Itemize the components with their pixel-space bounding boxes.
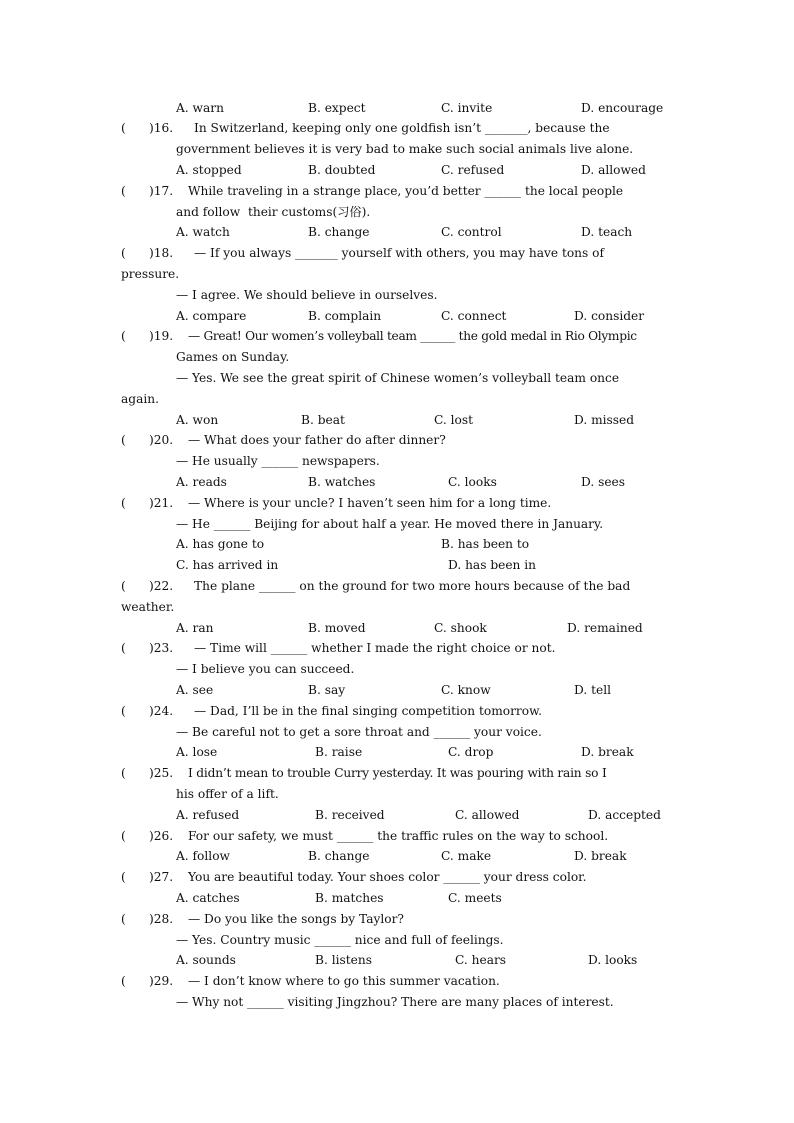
question-text: weather. [121, 600, 175, 614]
question-text: again. [121, 392, 159, 406]
question-text: — He usually ______ newspapers. [176, 454, 380, 468]
question-number: ( )25. [121, 766, 174, 780]
option-d: D. allowed [581, 163, 646, 177]
question-number: ( )22. [121, 579, 174, 593]
option-d: D. tell [574, 683, 611, 697]
option-c: C. make [441, 849, 492, 863]
option-a: A. watch [176, 225, 230, 239]
option-c: C. lost [434, 413, 474, 427]
option-c: C. connect [441, 309, 507, 323]
option-a: A. has gone to [176, 537, 265, 551]
option-a: A. lose [176, 745, 218, 759]
question-text: For our safety, we must ______ the traffic rules on the way to school. [188, 829, 609, 843]
question-text: — I agree. We should believe in ourselves. [176, 288, 438, 302]
question-text: In Switzerland, keeping only one goldfish isn’t _______, because the [194, 121, 610, 135]
question-number: ( )29. [121, 974, 174, 988]
option-d: D. missed [574, 413, 635, 427]
question-text: — Yes. We see the great spirit of Chinese women’s volleyball team once [176, 371, 620, 385]
option-b: B. expect [308, 101, 366, 115]
option-a: A. stopped [176, 163, 242, 177]
question-number: ( )27. [121, 870, 174, 884]
option-c: C. refused [441, 163, 505, 177]
option-a: A. won [176, 413, 219, 427]
option-b: B. beat [301, 413, 345, 427]
option-c: C. hears [455, 953, 507, 967]
question-text: — Why not ______ visiting Jingzhou? There are many places of interest. [176, 995, 614, 1009]
option-d: D. teach [581, 225, 633, 239]
question-number: ( )21. [121, 496, 174, 510]
question-number: ( )16. [121, 121, 174, 135]
option-c: C. allowed [455, 808, 520, 822]
option-b: B. moved [308, 621, 366, 635]
option-b: B. complain [308, 309, 382, 323]
question-text: and follow their customs(习俗). [176, 205, 371, 219]
option-b: B. doubted [308, 163, 376, 177]
option-b: B. listens [315, 953, 372, 967]
question-text: — Be careful not to get a sore throat and ______ your voice. [176, 725, 542, 739]
question-text: Games on Sunday. [176, 350, 290, 364]
question-number: ( )24. [121, 704, 174, 718]
question-number: ( )18. [121, 246, 174, 260]
question-text: While traveling in a strange place, you’d better ______ the local people [188, 184, 624, 198]
question-text: I didn’t mean to trouble Curry yesterday. It was pouring with rain so I [188, 766, 607, 780]
question-text: You are beautiful today. Your shoes color ______ your dress color. [188, 870, 587, 884]
option-a: A. reads [176, 475, 227, 489]
option-d: D. accepted [588, 808, 661, 822]
option-c: C. looks [448, 475, 497, 489]
question-text: — Great! Our women’s volleyball team ______ the gold medal in Rio Olympic [188, 329, 637, 343]
option-c: C. invite [441, 101, 493, 115]
question-number: ( )17. [121, 184, 174, 198]
option-a: A. catches [176, 891, 240, 905]
option-d: D. looks [588, 953, 638, 967]
question-text: pressure. [121, 267, 180, 281]
question-text: — He ______ Beijing for about half a year. He moved there in January. [176, 517, 604, 531]
option-b: B. say [308, 683, 346, 697]
option-c: C. control [441, 225, 502, 239]
option-b: B. received [315, 808, 385, 822]
question-number: ( )19. [121, 329, 174, 343]
option-c: C. shook [434, 621, 487, 635]
question-number: ( )28. [121, 912, 174, 926]
question-text: government believes it is very bad to make such social animals live alone. [176, 142, 634, 156]
option-a: A. follow [176, 849, 230, 863]
option-d: D. sees [581, 475, 626, 489]
option-a: A. sounds [176, 953, 236, 967]
option-d: D. break [581, 745, 634, 759]
question-text: — Dad, I’ll be in the final singing competition tomorrow. [194, 704, 542, 718]
option-b: B. matches [315, 891, 384, 905]
option-d: D. remained [567, 621, 643, 635]
option-b: B. has been to [441, 537, 530, 551]
question-text: — I believe you can succeed. [176, 662, 355, 676]
question-text: — Do you like the songs by Taylor? [188, 912, 404, 926]
option-a: A. see [176, 683, 214, 697]
option-a: A. compare [176, 309, 247, 323]
question-text: his offer of a lift. [176, 787, 279, 801]
option-b: B. watches [308, 475, 376, 489]
question-number: ( )26. [121, 829, 174, 843]
option-d: D. break [574, 849, 627, 863]
question-text: — Where is your uncle? I haven’t seen him for a long time. [188, 496, 552, 510]
option-b: B. raise [315, 745, 363, 759]
question-number: ( )20. [121, 433, 174, 447]
option-c: C. has arrived in [176, 558, 279, 572]
question-text: — What does your father do after dinner? [188, 433, 446, 447]
option-c: C. meets [448, 891, 502, 905]
option-c: C. drop [448, 745, 494, 759]
option-d: D. consider [574, 309, 645, 323]
option-a: A. warn [176, 101, 224, 115]
question-text: — I don’t know where to go this summer vacation. [188, 974, 500, 988]
question-number: ( )23. [121, 641, 174, 655]
option-d: D. has been in [448, 558, 537, 572]
question-text: — If you always _______ yourself with others, you may have tons of [194, 246, 605, 260]
question-text: — Time will ______ whether I made the right choice or not. [194, 641, 556, 655]
question-text: The plane ______ on the ground for two more hours because of the bad [194, 579, 631, 593]
option-b: B. change [308, 225, 370, 239]
option-c: C. know [441, 683, 491, 697]
option-a: A. refused [176, 808, 240, 822]
option-a: A. ran [176, 621, 214, 635]
question-text: — Yes. Country music ______ nice and full of feelings. [176, 933, 504, 947]
option-d: D. encourage [581, 101, 664, 115]
option-b: B. change [308, 849, 370, 863]
